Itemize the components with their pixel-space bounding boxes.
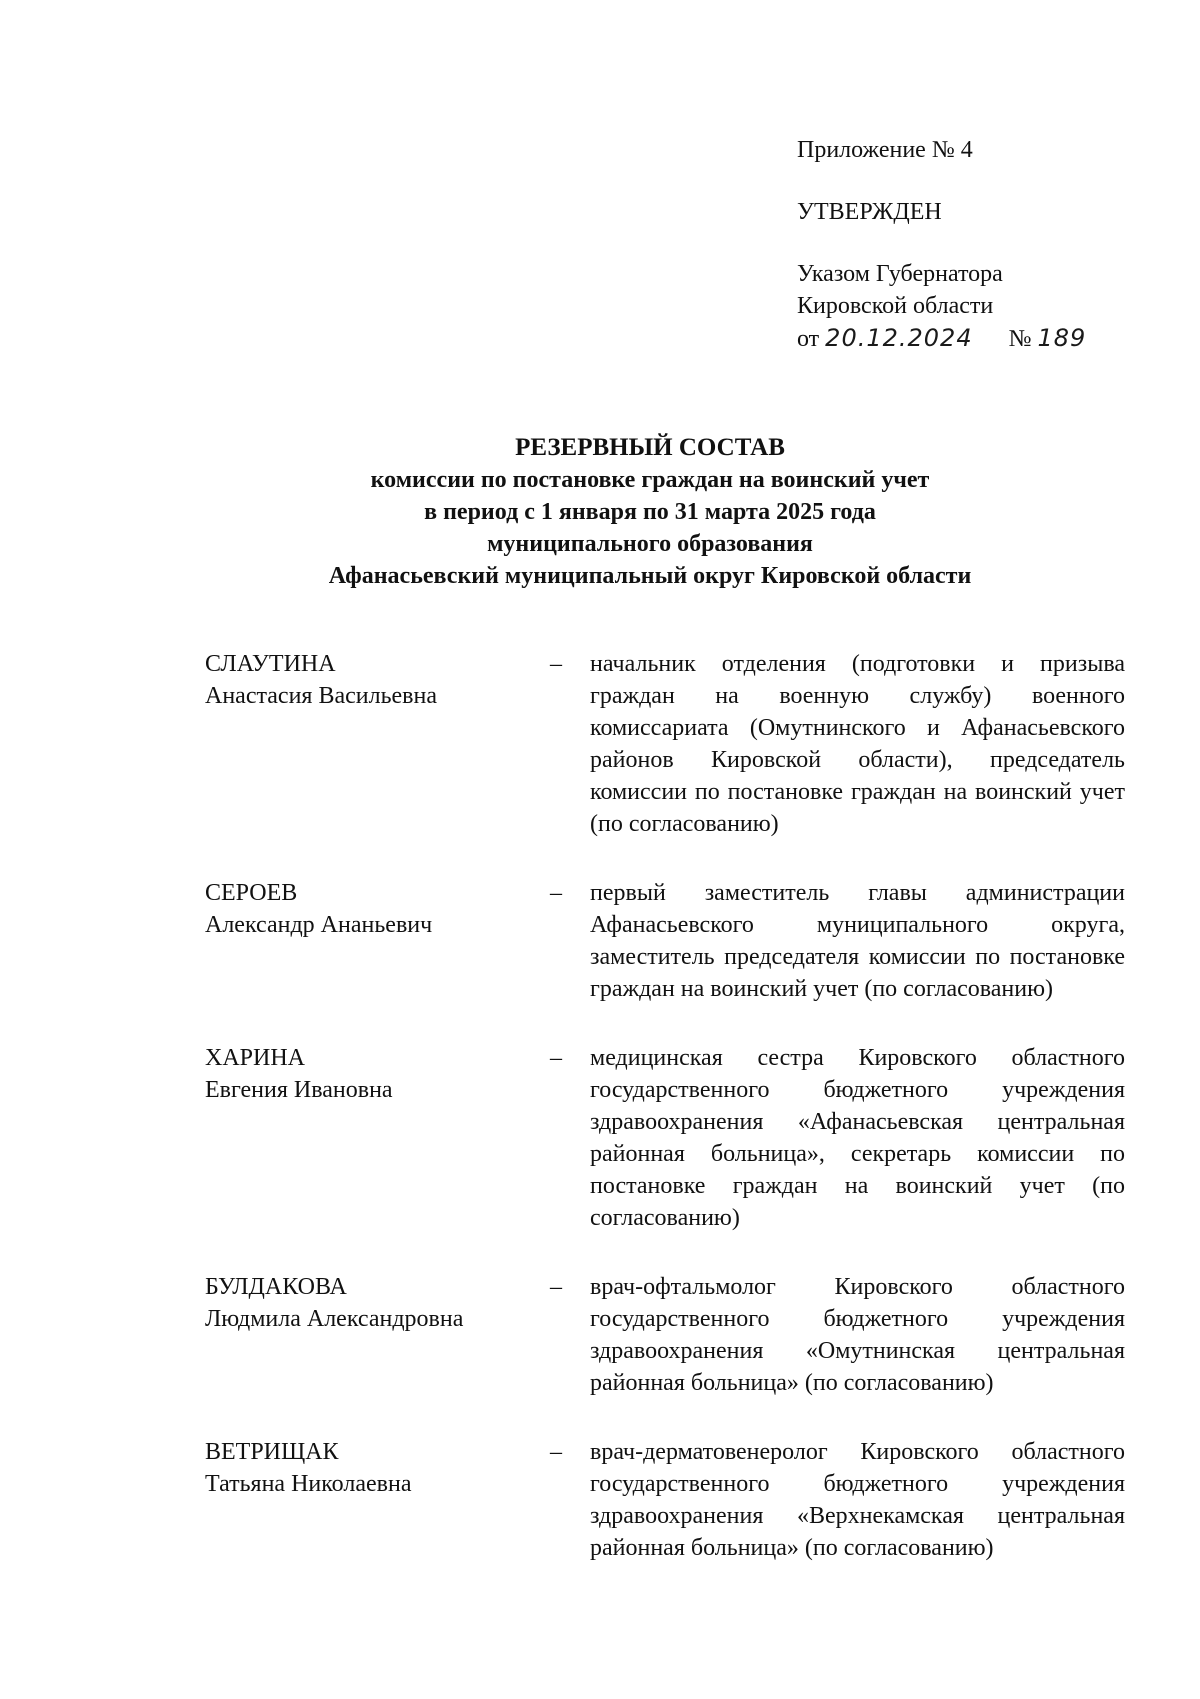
member-entry (205, 877, 1125, 1005)
member-role: первый заместитель главы администрации Афанасьевского муниципального округа, заместитель председателя комиссии по постановке граждан на воинский учет (по согласованию) (590, 880, 1125, 1002)
title-line-5: Афанасьевский муниципальный округ Кировской области (328, 563, 972, 589)
member-name (205, 648, 550, 840)
member-dash: – (550, 1274, 562, 1300)
appendix-label: Приложение № 4 (797, 137, 973, 163)
member-given-names: Татьяна Николаевна (205, 1471, 412, 1497)
member-entry (205, 1271, 1125, 1399)
member-role: врач-дерматовенеролог Кировского областного государственного бюджетного учреждения здравоохранения «Верхнекамская центральная районная больница» (по согласованию) (590, 1439, 1125, 1561)
decree-date-line (797, 322, 1177, 355)
member-role: врач-офтальмолог Кировского областного государственного бюджетного учреждения здравоохранения «Омутнинская центральная районная больница» (по согласованию) (590, 1274, 1125, 1396)
number-prefix: № (1008, 326, 1032, 352)
approved-label: УТВЕРЖДЕН (797, 199, 942, 225)
title-line-4: муниципального образования (487, 531, 813, 557)
member-role: начальник отделения (подготовки и призыва граждан на военную службу) военного комиссариата (Омутнинского и Афанасьевского районов Кировской области), председатель комиссии по постановке граждан на воинский учет (по согласованию) (590, 651, 1125, 837)
member-name (205, 877, 550, 1005)
member-name (205, 1436, 550, 1564)
member-surname: ХАРИНА (205, 1045, 306, 1071)
member-given-names: Людмила Александровна (205, 1306, 464, 1332)
member-given-names: Евгения Ивановна (205, 1077, 393, 1103)
member-entry (205, 648, 1125, 840)
date-prefix: от (797, 326, 820, 352)
member-surname: ВЕТРИЩАК (205, 1439, 339, 1465)
decree-line-1: Указом Губернатора (797, 261, 1003, 287)
member-given-names: Александр Ананьевич (205, 912, 433, 938)
member-dash: – (550, 1045, 562, 1071)
member-surname: СЛАУТИНА (205, 651, 336, 677)
title-line-2: комиссии по постановке граждан на воинский учет (370, 467, 930, 493)
member-entry (205, 1042, 1125, 1234)
handwritten-number: 189 (1037, 324, 1087, 352)
handwritten-date: 20.12.2024 (825, 324, 973, 352)
member-surname: СЕРОЕВ (205, 880, 298, 906)
member-dash: – (550, 1439, 562, 1465)
members-list (205, 648, 1125, 1564)
decree-line-2: Кировской области (797, 293, 994, 319)
member-given-names: Анастасия Васильевна (205, 683, 438, 709)
member-role: медицинская сестра Кировского областного государственного бюджетного учреждения здравоохранения «Афанасьевская центральная районная больница», секретарь комиссии по постановке граждан на воинский учет (по согласованию) (590, 1045, 1125, 1231)
member-dash: – (550, 651, 562, 677)
member-name (205, 1271, 550, 1399)
member-entry (205, 1436, 1125, 1564)
title-main: РЕЗЕРВНЫЙ СОСТАВ (515, 434, 785, 461)
appendix-block (797, 134, 1177, 355)
member-surname: БУЛДАКОВА (205, 1274, 347, 1300)
member-name (205, 1042, 550, 1234)
title-line-3: в период с 1 января по 31 марта 2025 года (424, 499, 876, 525)
member-dash: – (550, 880, 562, 906)
document-title (150, 432, 1150, 592)
